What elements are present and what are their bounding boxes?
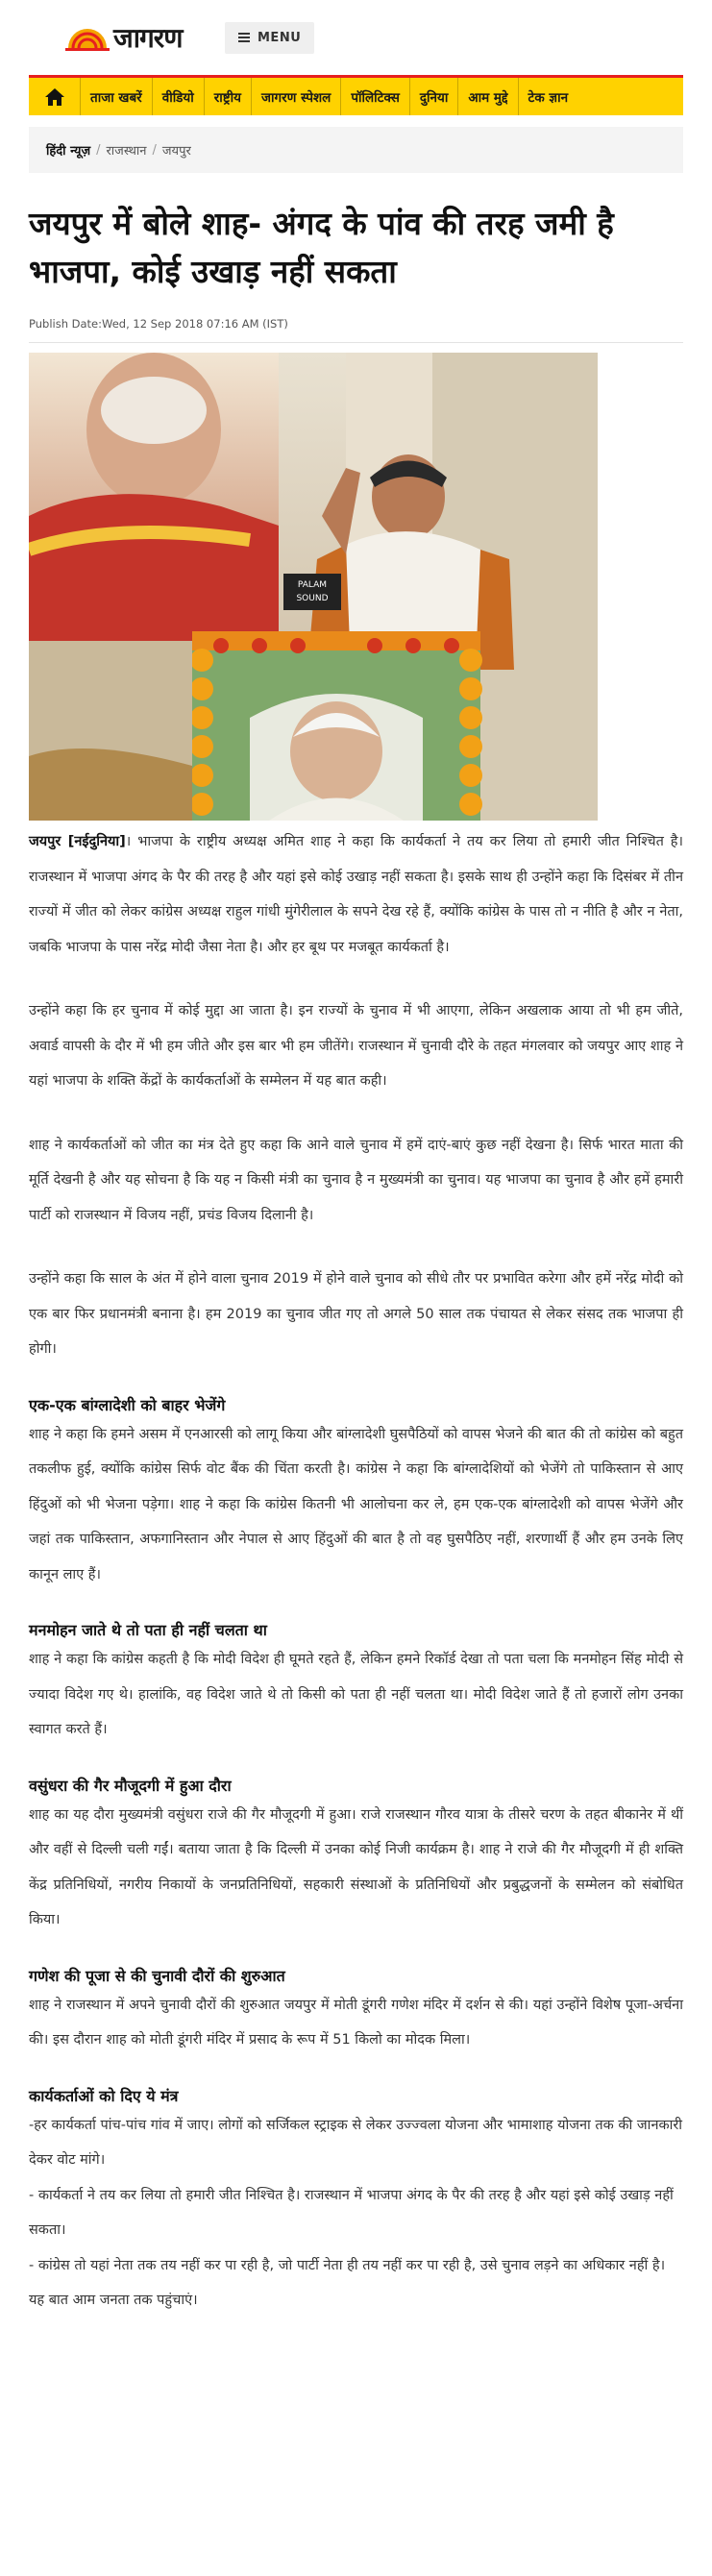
- nav-item-latest[interactable]: ताजा खबरें: [81, 78, 153, 115]
- article: [0, 200, 712, 2318]
- breadcrumb-separator: /: [152, 142, 157, 158]
- main-nav: [29, 75, 683, 115]
- hamburger-icon: [238, 33, 250, 42]
- menu-label: MENU: [258, 30, 302, 45]
- breadcrumb-item-rajasthan[interactable]: राजस्थान: [106, 144, 147, 159]
- nav-item-tech[interactable]: टेक ज्ञान: [528, 89, 569, 106]
- section-heading: मनमोहन जाते थे तो पता ही नहीं चलता था: [29, 1621, 267, 1639]
- sun-logo-icon: [65, 23, 110, 52]
- section-heading: कार्यकर्ताओं को दिए ये मंत्र: [29, 2086, 179, 2105]
- nav-item-politics[interactable]: पॉलिटिक्स: [341, 78, 410, 115]
- home-icon: [44, 87, 65, 107]
- section-text: शाह ने कहा कि कांग्रेस कहती है कि मोदी विदेश ही घूमते रहते हैं, लेकिन हमने रिकॉर्ड देखा तो पता चला कि मनमोहन सिंह मोदी से ज्यादा विदेश गए थे। हालांकि, वह विदेश जाते थे तो किसी को पता ही नहीं चलता था। मोदी विदेश जाते हैं तो हजारों लोग उनका स्वागत करते हैं।: [29, 1652, 683, 1737]
- section-text: शाह का यह दौरा मुख्यमंत्री वसुंधरा राजे की गैर मौजूदगी में हुआ। राजे राजस्थान गौरव यात्रा के तीसरे चरण के तहत बीकानेर में थीं और वहीं से दिल्ली चली गईं। बताया जाता है कि दिल्ली में उनका कोई निजी कार्यक्रम है। शाह ने राजे की गैर मौजूदगी में ही शक्ति केंद्र प्रतिनिधियों, नगरीय निकायों के जनप्रतिनिधियों, सहकारी संस्थाओं के प्रतिनिधियों और प्रबुद्धजनों के सम्मेलन को संबोधित किया।: [29, 1806, 683, 1927]
- mic-label-line1: PALAM: [297, 580, 328, 590]
- section-text: शाह ने राजस्थान में अपने चुनावी दौरों की शुरुआत जयपुर में मोती डूंगरी गणेश मंदिर में दर्शन से की। यहां उन्होंने विशेष पूजा-अर्चना की। इस दौरान शाह को मोती डूंगरी मंदिर में प्रसाद के रूप में 51 किलो का मोदक मिला।: [29, 1997, 683, 2048]
- intro-text: । भाजपा के राष्ट्रीय अध्यक्ष अमित शाह ने कहा कि कार्यकर्ता ने तय कर लिया तो हमारी जीत निश्चित है। राजस्थान में भाजपा अंगद के पैर की तरह है और यहां इसे कोई उखाड़ नहीं सकता है। इसके साथ ही उन्होंने कहा कि दिसंबर में तीन राज्यों में जीत को लेकर कांग्रेस अध्यक्ष राहुल गांधी मुंगेरीलाल के सपने देख रहे हैं, क्योंकि कांग्रेस के पास तो न नीति है और न नेता, जबकि भाजपा के पास नरेंद्र मोदी जैसा नेता है। और हर बूथ पर मजबूत कार्यकर्ता है।: [29, 834, 683, 955]
- article-hero-image: [29, 353, 598, 821]
- section-heading: एक-एक बांग्लादेशी को बाहर भेजेंगे: [29, 1395, 226, 1414]
- jagran-logo[interactable]: [65, 18, 208, 57]
- mic-label-line2: SOUND: [296, 594, 329, 603]
- article-paragraph: उन्होंने कहा कि साल के अंत में होने वाला चुनाव 2019 में होने वाले चुनाव को सीधे तौर पर प्रभावित करेगा और हमें नरेंद्र मोदी को एक बार फिर प्रधानमंत्री बनाना है। हम 2019 का चुनाव जीत गए तो अगले 50 साल तक पंचायत से लेकर संसद तक भाजपा ही होगी।: [29, 1271, 683, 1357]
- site-header: [0, 0, 712, 75]
- section-text: -हर कार्यकर्ता पांच-पांच गांव में जाए। लोगों को सर्जिकल स्ट्राइक से लेकर उज्ज्वला योजना और भामाशाह योजना तक की जानकारी देकर वोट मांगे। - कार्यकर्ता ने तय कर लिया तो हमारी जीत निश्चित है। राजस्थान में भाजपा अंगद के पैर की तरह है और यहां इसे कोई उखाड़ नहीं सकता। - कांग्रेस तो यहां नेता तक तय नहीं कर पा रही है, जो पार्टी नेता ही तय नहीं कर पा रही है, उसे चुनाव लड़ने का अधिकार नहीं है। यह बात आम जनता तक पहुंचाएं।: [29, 2117, 683, 2308]
- nav-home-button[interactable]: [29, 78, 81, 115]
- section-heading: वसुंधरा की गैर मौजूदगी में हुआ दौरा: [29, 1776, 232, 1795]
- speech-photo: [29, 353, 598, 821]
- publish-date: Publish Date:Wed, 12 Sep 2018 07:16 AM (IST): [29, 317, 683, 343]
- breadcrumb-separator: /: [96, 142, 101, 158]
- nav-item-common-issues[interactable]: आम मुद्दे: [458, 78, 518, 115]
- breadcrumb: [29, 127, 683, 173]
- breadcrumb-home[interactable]: हिंदी न्यूज़: [46, 144, 91, 159]
- section-text: शाह ने कहा कि हमने असम में एनआरसी को लागू किया और बांग्लादेशी घुसपैठियों को वापस भेजने की बात की तो कांग्रेस को बहुत तकलीफ हुई, क्योंकि कांग्रेस सिर्फ वोट बैंक की चिंता करती है। कांग्रेस ने कहा कि बांग्लादेशियों को भेजेंगे तो पाकिस्तान से आए हिंदुओं को भी भेजना पड़ेगा। शाह ने कहा कि कांग्रेस कितनी भी आलोचना कर ले, हम एक-एक बांग्लादेशी को वापस भेजेंगे और जहां तक पाकिस्तान, अफगानिस्तान और नेपाल से आए हिंदुओं की बात है तो वह घुसपैठिए नहीं, शरणार्थी हैं और हम उनके लिए कानून लाए हैं।: [29, 1426, 683, 1582]
- article-title: जयपुर में बोले शाह- अंगद के पांव की तरह जमी है भाजपा, कोई उखाड़ नहीं सकता: [29, 205, 614, 290]
- dateline: जयपुर [नईदुनिया]: [29, 834, 126, 849]
- intro-paragraph: [29, 824, 683, 965]
- nav-item-world[interactable]: दुनिया: [410, 78, 458, 115]
- article-paragraph: शाह ने कार्यकर्ताओं को जीत का मंत्र देते हुए कहा कि आने वाले चुनाव में हमें दाएं-बाएं कुछ नहीं देखना है। सिर्फ भारत माता की मूर्ति देखनी है और यह सोचना है कि यह न किसी मंत्री का चुनाव है न मुख्यमंत्री का चुनाव। यह भाजपा का चुनाव है और हमें हमारी पार्टी को राजस्थान में विजय नहीं, प्रचंड विजय दिलानी है।: [29, 1137, 683, 1223]
- article-paragraph: उन्होंने कहा कि हर चुनाव में कोई मुद्दा आ जाता है। इन राज्यों के चुनाव में भी आएगा, लेकिन अखलाक आया तो भी हम जीते, अवार्ड वापसी के दौर में भी हम जीते और इस बार भी हम जीतेंगे। राजस्थान में चुनावी दौरे के तहत मंगलवार को जयपुर आए शाह ने यहां भाजपा के शक्ति केंद्रों के कार्यकर्ताओं के सम्मेलन में यह बात कही।: [29, 1003, 683, 1089]
- logo-text: जागरण: [113, 22, 183, 54]
- nav-item-video[interactable]: वीडियो: [153, 78, 205, 115]
- section-heading: गणेश की पूजा से की चुनावी दौरों की शुरुआत: [29, 1966, 285, 1985]
- menu-button[interactable]: [225, 22, 314, 54]
- nav-item-national[interactable]: राष्ट्रीय: [205, 78, 252, 115]
- nav-item-jagran-special[interactable]: जागरण स्पेशल: [252, 78, 341, 115]
- breadcrumb-item-jaipur[interactable]: जयपुर: [161, 144, 191, 159]
